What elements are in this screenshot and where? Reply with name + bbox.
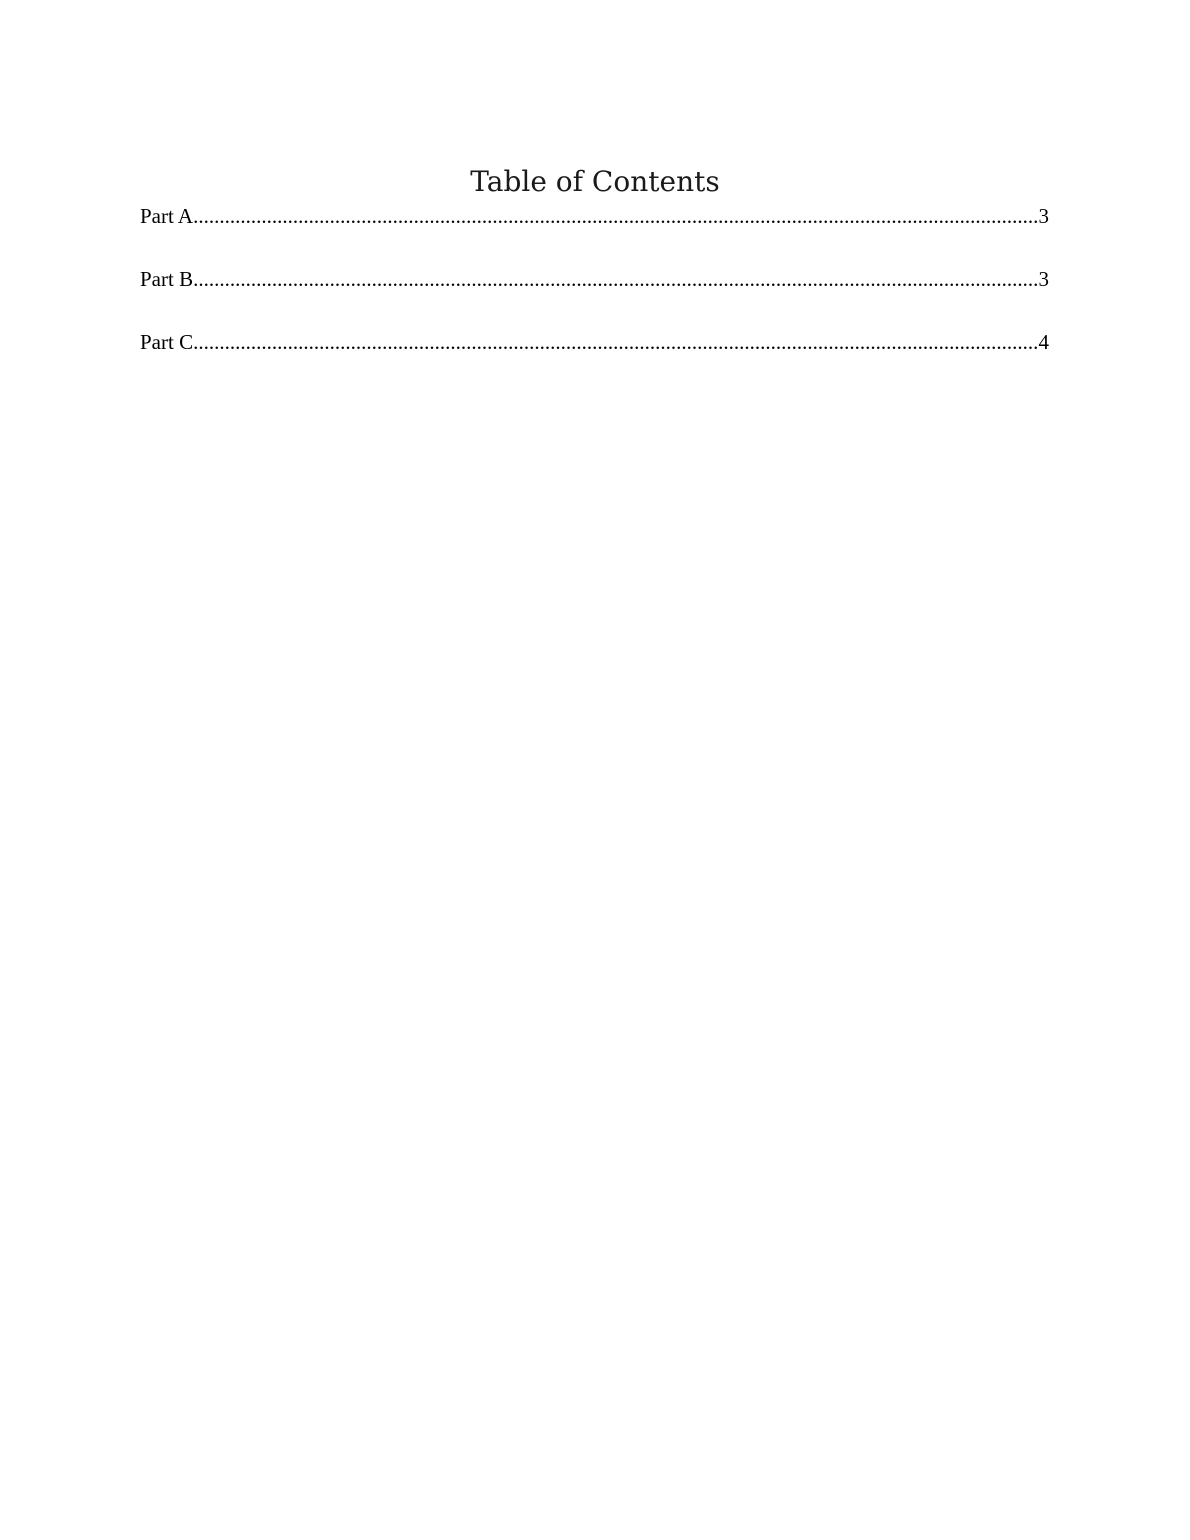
dot-leader — [193, 265, 1038, 293]
toc-entry-page-number: 3 — [1038, 267, 1049, 291]
toc-entry-part-c[interactable] — [140, 328, 1049, 356]
dot-leader — [193, 328, 1038, 356]
toc-entry-part-b[interactable] — [140, 265, 1049, 293]
toc-entry-page-number: 3 — [1038, 204, 1049, 228]
toc-entry-label: Part B — [140, 267, 194, 291]
toc-entry-label: Part C — [140, 330, 194, 354]
toc-entry-label: Part A — [140, 204, 194, 228]
dot-leader — [193, 202, 1038, 230]
toc-entry-part-a[interactable] — [140, 202, 1049, 230]
table-of-contents — [140, 202, 1049, 391]
page-title: Table of Contents — [470, 165, 720, 198]
toc-entry-page-number: 4 — [1038, 330, 1049, 354]
